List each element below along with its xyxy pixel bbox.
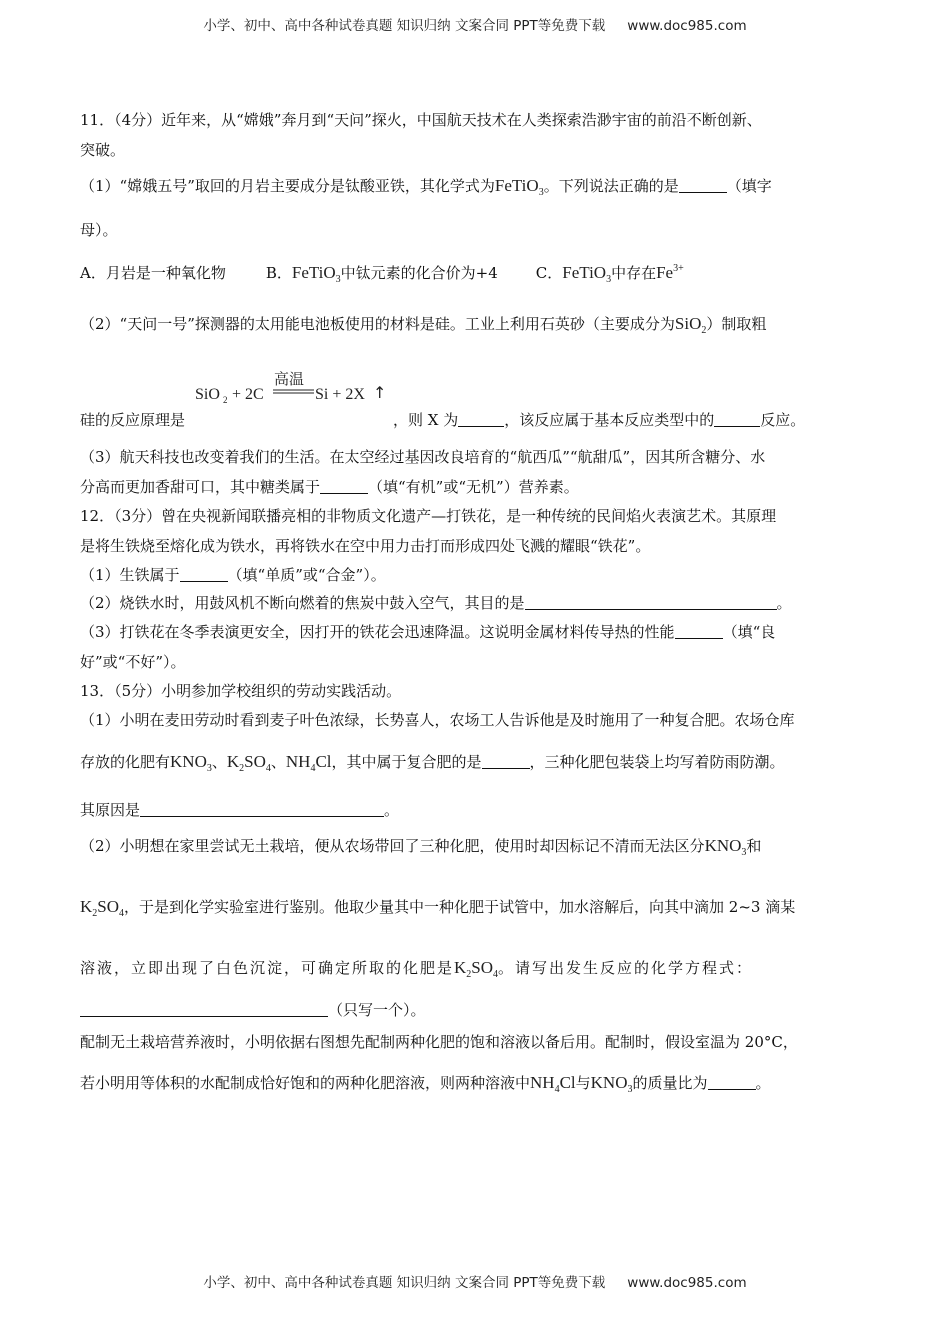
q11-part2: （2）“天问一号”探测器的太用能电池板使用的材料是硅。工业上利用石英砂（主要成分为SiO$_2$）制取粗 [80,314,767,336]
q13-part2: （2）小明想在家里尝试无土栽培，便从农场带回了三种化肥，使用时却因标记不清而无法区分$KNO_3$和 [80,836,762,858]
page-footer [0,1271,950,1291]
q13-part2-equation: （只写一个）。 [80,1000,880,1020]
formula-fetio3: FeTiO$_3$ [494,176,544,198]
formula-k2so4-2: $K_2SO_4$ [80,897,125,919]
formula-kno3-2: $KNO_3$ [704,836,747,858]
q13-part1-cont: 存放的化肥有$KNO_3$、$K_2SO_4$、$NH_4Cl$，其中属于复合肥的是 ，三种化肥包装袋上均写着防雨防潮。 [80,752,785,774]
footer-text: 小学、初中、高中各种试卷真题 知识归纳 文案合同 PPT等免费下载 [203,1275,606,1291]
q11-line2: 突破。 [80,141,126,159]
answer-blank [679,177,727,193]
q13-part1-reason: 其原因是 。 [80,801,400,819]
footer-site: www.doc985.com [627,1275,747,1291]
q12-part2: （2）烧铁水时，用鼓风机不断向燃着的焦炭中鼓入空气，其目的是 。 [80,594,792,612]
header-text: 小学、初中、高中各种试卷真题 知识归纳 文案合同 PPT等免费下载 [203,18,606,34]
header-site: www.doc985.com [627,18,747,34]
formula-nh4cl-2: $NH_4Cl$ [530,1073,576,1095]
page-header [0,14,950,34]
option-c: C．FeTiO$_3$中存在$Fe^{3+}$ [535,263,684,285]
q12-line1: 12．（3分）曾在央视新闻联播亮相的非物质文化遗产—打铁花，是一种传统的民间焰火表演艺术。其原理 [80,507,777,525]
q11-part2-cont: 硅的反应原理是 ，则 X 为 ，该反应属于基本反应类型中的 反应。 [80,411,806,429]
q13-part2-result: 溶液，立即出现了白色沉淀，可确定所取的化肥是$K_2SO_4$。请写出发生反应的化学方程式： [80,958,754,980]
q12-part1: （1）生铁属于 （填“单质”或“合金”）。 [80,566,386,584]
q13-part3-cont: 若小明用等体积的水配制成恰好饱和的两种化肥溶液，则两种溶液中$NH_4Cl$与$KNO_3$的质量比为 。 [80,1073,771,1095]
q13-line1: 13．（5分）小明参加学校组织的劳动实践活动。 [80,682,402,700]
q11-part3: （3）航天科技也改变着我们的生活。在太空经过基因改良培育的“航西瓜”“航甜瓜”，因其所含糖分、水 [80,448,766,466]
formula-sio2: SiO$_2$ [674,314,707,336]
formula-kno3-3: $KNO_3$ [590,1073,633,1095]
svg-text:Si + 2X: Si + 2X [315,386,365,403]
formula-kno3: $KNO_3$ [170,752,212,774]
answer-blank [80,1001,328,1017]
q11-part1: （1）“嫦娥五号”取回的月岩主要成分是钛酸亚铁，其化学式为FeTiO$_3$。下列说法正确的是 （填字 [80,176,772,198]
svg-text:↑: ↑ [373,383,387,402]
svg-text:SiO: SiO [195,386,220,403]
q13-part3: 配制无土栽培营养液时，小明依据右图想先配制两种化肥的饱和溶液以备后用。配制时，假设室温为 20°C， [80,1033,798,1051]
q12-part3: （3）打铁花在冬季表演更安全，因打开的铁花会迅速降温。这说明金属材料传导热的性能 （填“良 [80,623,776,641]
q11-options [80,259,880,290]
q11-line1: 11．（4分）近年来，从“嫦娥”奔月到“天问”探火，中国航天技术在人类探索浩渺宇宙的前沿不断创新、 [80,111,762,129]
q11-part1-cont: 母）。 [80,221,118,239]
option-b: B．FeTiO$_3$中钛元素的化合价为+4 [265,263,498,285]
svg-text:2: 2 [223,395,228,405]
svg-text:高温: 高温 [274,370,305,388]
q11-part3-cont: 分高而更加香甜可口，其中糖类属于 （填“有机”或“无机”）营养素。 [80,478,579,496]
q13-part2-cont: $K_2SO_4$，于是到化学实验室进行鉴别。他取少量其中一种化肥于试管中，加水溶解后，向其中滴加 2~3 滴某 [80,897,796,919]
q12-line2: 是将生铁烧至熔化成为铁水，再将铁水在空中用力击打而形成四处飞溅的耀眼“铁花”。 [80,537,651,555]
svg-text:+ 2C: + 2C [228,386,268,403]
formula-nh4cl: $NH_4Cl$ [285,752,332,774]
formula-k2so4: $K_2SO_4$ [226,752,271,774]
option-a: A．月岩是一种氧化物 [80,264,226,282]
q13-part1: （1）小明在麦田劳动时看到麦子叶色浓绿，长势喜人，农场工人告诉他是及时施用了一种复合肥。农场仓库 [80,711,795,729]
q12-part3-cont: 好”或“不好”）。 [80,653,186,671]
reaction-equation [195,366,435,406]
formula-k2so4-3: $K_2SO_4$ [454,958,499,980]
